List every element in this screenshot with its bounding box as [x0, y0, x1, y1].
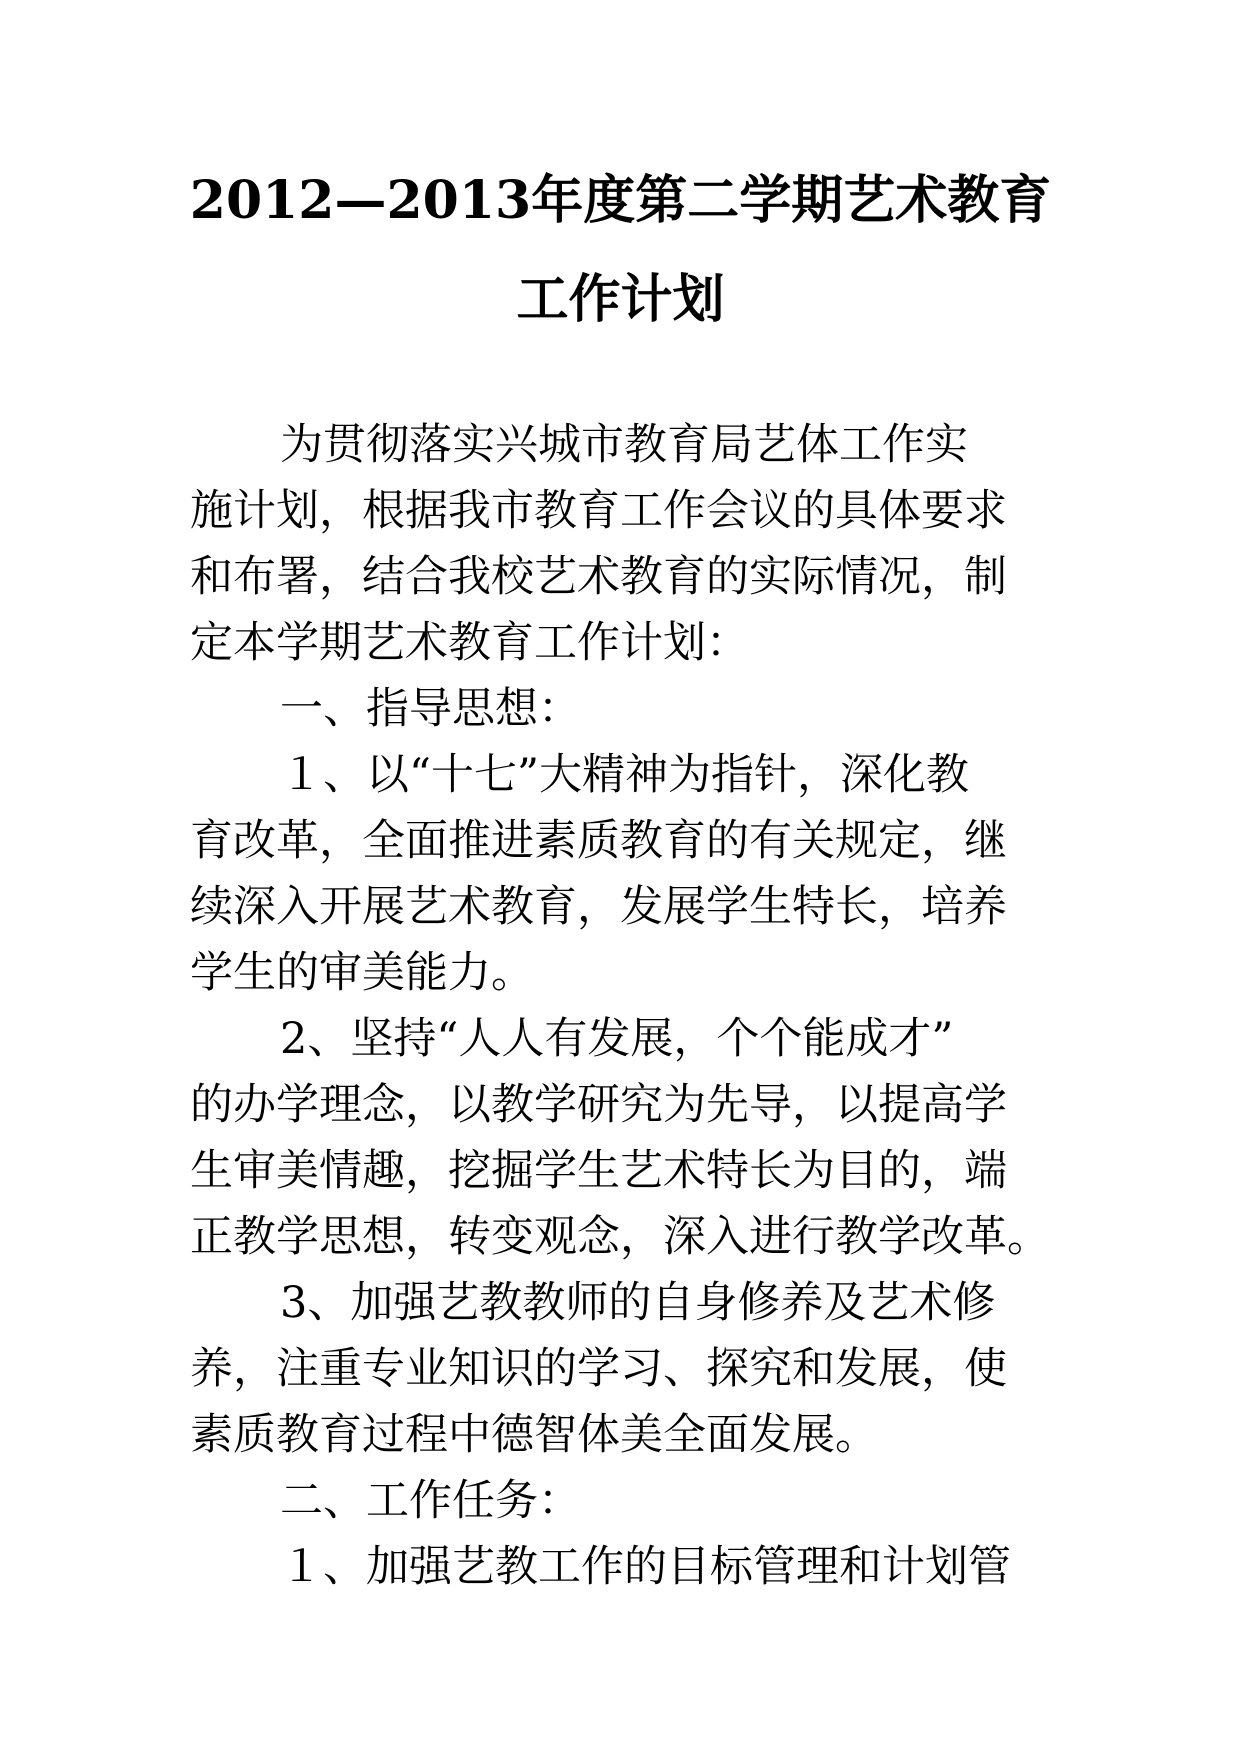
document-title-line-1: 2012—2013年度第二学期艺术教育 — [189, 170, 1052, 231]
body-text-line: 学生的审美能力。 — [190, 948, 534, 998]
body-text-line: 施计划，根据我市教育工作会议的具体要求 — [190, 486, 1007, 536]
body-text-line: 素质教育过程中德智体美全面发展。 — [190, 1410, 878, 1460]
body-text-line: 的办学理念，以教学研究为先导，以提高学 — [190, 1080, 1007, 1130]
document-title-line-2: 工作计划 — [516, 269, 725, 330]
body-text-line: 续深入开展艺术教育，发展学生特长，培养 — [190, 882, 1007, 932]
body-text-line: 育改革，全面推进素质教育的有关规定，继 — [190, 816, 1007, 866]
body-text-line: 2、坚持“人人有发展，个个能成才” — [280, 1014, 954, 1064]
document-body — [190, 412, 1050, 1600]
body-text-line: 一、指导思想： — [280, 684, 581, 734]
body-text-line: 3、加强艺教教师的自身修养及艺术修 — [280, 1278, 996, 1328]
body-text-line: １、加强艺教工作的目标管理和计划管 — [280, 1542, 1011, 1592]
body-text-line: 为贯彻落实兴城市教育局艺体工作实 — [280, 420, 968, 470]
body-text-line: 二、工作任务： — [280, 1476, 581, 1526]
body-text-line: 养，注重专业知识的学习、探究和发展，使 — [190, 1344, 1007, 1394]
body-text-line: 正教学思想，转变观念，深入进行教学改革。 — [190, 1212, 1050, 1262]
body-text-line: １、以“十七”大精神为指针，深化教 — [280, 750, 969, 800]
body-text-line: 生审美情趣，挖掘学生艺术特长为目的，端 — [190, 1146, 1007, 1196]
body-text-line: 和布署，结合我校艺术教育的实际情况，制 — [190, 552, 1007, 602]
body-text-line: 定本学期艺术教育工作计划： — [190, 618, 749, 668]
